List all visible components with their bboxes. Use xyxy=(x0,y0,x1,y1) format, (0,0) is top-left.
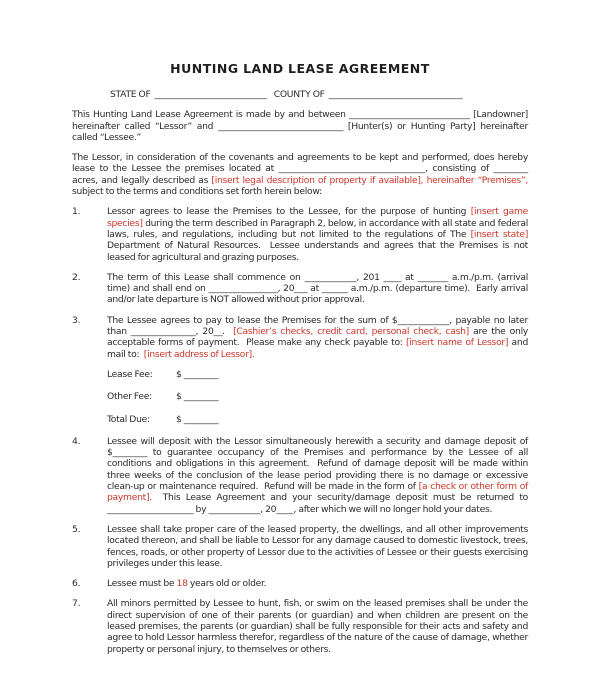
highlighted-placeholder-text: [insert address of Lessor]. xyxy=(143,348,255,360)
fee-schedule xyxy=(107,369,528,425)
item-number: 6. xyxy=(72,578,81,590)
text-run: The Lessee agrees to pay to lease the Premises for the sum of $____________, payable no later than _______________, 20__. xyxy=(107,314,528,338)
text-run: subject to the terms and conditions set forth herein below: xyxy=(72,186,322,198)
highlighted-placeholder-text: [a check or other form of payment]. xyxy=(107,481,528,504)
highlighted-placeholder-text: [Cashier’s checks, credit card, personal check, cash] xyxy=(233,326,469,338)
item-text xyxy=(107,272,528,306)
state-of-label: STATE OF xyxy=(110,89,151,100)
list-item-4 xyxy=(72,436,528,515)
item-text xyxy=(107,598,528,654)
fee-amount-blank: $ ________ xyxy=(176,368,219,380)
text-run: Lessor agrees to lease the Premises to the Lessee, for the purpose of hunting xyxy=(107,206,471,218)
text-run: years old or older. xyxy=(187,578,267,590)
text-run: Lessee will deposit with the Lessor simultaneously herewith a security and damage deposit of $________ to guarantee occupancy of the Premises and performance by the Lessee of all conditions and obligations in this agreement. Refund of damage deposit will be made within three weeks of the conclusion of the lease period providing there is no damage or excessive clean-up or maintenance required. Refund will be made in the form of xyxy=(107,435,528,493)
highlighted-placeholder-text: [insert name of Lessor] xyxy=(405,337,509,349)
text-run: All minors permitted by Lessee to hunt, fish, or swim on the leased premises shall be under the direct supervision of one of their parents (or guardian) and when children are present on the leased premises, the parents (or guardian) shall be fully responsible for their acts and safety and agree to hold Lessor harmless therefor, regardless of the nature of the cause of damage, whether property or personal injury, to themselves or others. xyxy=(107,598,528,655)
item-number: 7. xyxy=(72,598,81,610)
text-run: are the only acceptable forms of payment. Please make any check payable to: xyxy=(107,326,528,349)
item-text xyxy=(107,206,528,262)
text-run: This Hunting Land Lease Agreement is made by and between ____________________________ [Landowner] hereinafter called “Lessor” and _____________________________ [Hunter(s) or Hunting Party] hereinafter called “Lessee.” xyxy=(72,109,528,143)
fee-row-lease xyxy=(107,369,528,380)
fee-label: Total Due: xyxy=(107,413,150,425)
fee-amount-blank: $ ________ xyxy=(176,413,219,425)
item-text xyxy=(107,524,528,569)
highlighted-placeholder-text: 18 xyxy=(176,578,188,590)
text-run: The term of this Lease shall commence on ____________, 201 ____ at _______ a.m./p.m. (arrival time) and shall end on ________________, 20___ at ______ a.m./p.m. (departure time). Early arrival and/or late departure is NOT allowed without prior approval. xyxy=(107,271,528,306)
fee-row-other xyxy=(107,391,528,402)
fee-row-total xyxy=(107,414,528,425)
list-item-7 xyxy=(72,598,528,654)
intro-paragraph-premises xyxy=(72,152,528,197)
state-fill-in-blank: __________________________ xyxy=(154,89,267,100)
county-of-label: COUNTY OF xyxy=(273,89,325,100)
state-county-line xyxy=(72,89,528,100)
fee-amount-blank: $ ________ xyxy=(176,391,219,403)
fee-label: Lease Fee: xyxy=(107,368,153,380)
item-text xyxy=(107,315,528,360)
highlighted-placeholder-text: [insert state] xyxy=(470,228,528,240)
document-title: HUNTING LAND LEASE AGREEMENT xyxy=(170,61,430,76)
text-run: This Lease Agreement and your security/damage deposit must be returned to ____________________ by ____________, 20____, after which we will no longer hold your dates. xyxy=(107,492,528,515)
text-run: Lessee must be xyxy=(107,578,177,590)
text-run: Department of Natural Resources. Lessee understands and agrees that the Premises is not leased for agricultural and grazing purposes. xyxy=(107,240,528,263)
intro-paragraph-parties xyxy=(72,109,528,143)
list-item-5 xyxy=(72,524,528,569)
item-number: 1. xyxy=(72,206,81,218)
highlighted-placeholder-text: [insert legal description of property if available], hereinafter “Premises”, xyxy=(211,174,529,186)
list-item-6 xyxy=(72,578,528,589)
item-number: 4. xyxy=(72,435,81,447)
item-number: 2. xyxy=(72,271,81,283)
list-item-1 xyxy=(72,206,528,262)
highlighted-placeholder-text: [insert game species] xyxy=(107,206,528,229)
item-text xyxy=(107,436,528,515)
text-run: and mail to: xyxy=(107,337,528,360)
county-fill-in-blank: _______________________________ xyxy=(328,89,463,100)
text-run: The Lessor, in consideration of the covenants and agreements to be kept and performed, does hereby lease to the Lessee the premises located at __________________________________, consisting of ________ acres, and legally described as xyxy=(72,152,528,186)
list-item-2 xyxy=(72,272,528,306)
item-number: 5. xyxy=(72,523,81,535)
text-run: during the term described in Paragraph 2, below, in accordance with all state and federal laws, rules, and regulations, including but not limited to the regulations of The xyxy=(107,217,528,240)
fee-label: Other Fee: xyxy=(107,391,152,403)
text-run: Lessee shall take proper care of the leased property, the dwellings, and all other improvements located thereon, and shall be liable to Lessor for any damage caused to domestic livestock, trees, fences, roads, or other property of Lessor due to the activities of Lessee or their guests exercising privileges under this lease. xyxy=(107,523,528,569)
list-item-3 xyxy=(72,315,528,360)
item-text xyxy=(107,578,528,589)
item-number: 3. xyxy=(72,314,81,326)
